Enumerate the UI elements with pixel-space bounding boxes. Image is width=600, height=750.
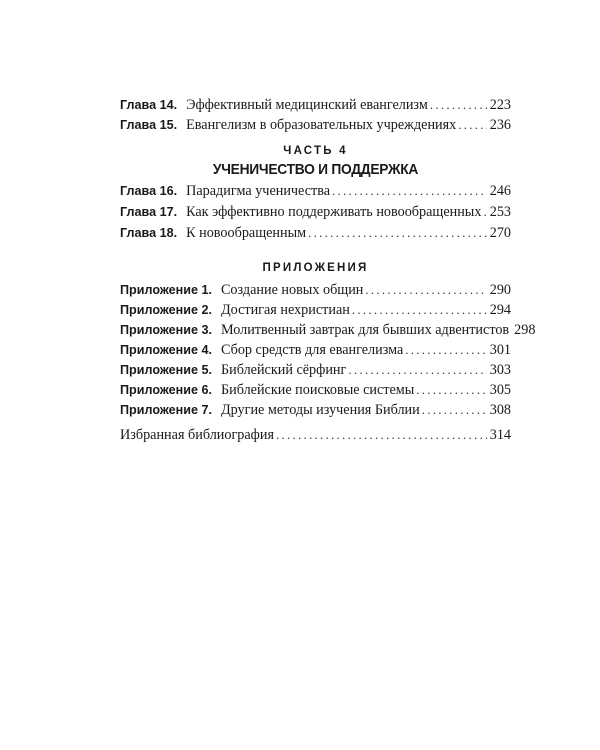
entry-page-number: 223 — [489, 97, 511, 113]
toc-entry-chapter-17[interactable] — [120, 202, 511, 222]
entry-label: Приложение 3. — [120, 323, 212, 337]
entry-label: Глава 15. — [120, 118, 178, 132]
entry-label: Глава 17. — [120, 205, 178, 219]
entry-label: Приложение 5. — [120, 363, 212, 377]
entry-title: Евангелизм в образовательных учреждениях — [186, 117, 457, 133]
entry-label: Глава 14. — [120, 98, 178, 112]
toc-entry-chapter-16[interactable] — [120, 181, 511, 201]
entry-page-number: 314 — [489, 427, 511, 443]
entry-page-number: 236 — [489, 117, 511, 133]
dot-leader — [483, 202, 486, 222]
entry-label: Глава 18. — [120, 226, 178, 240]
dot-leader — [458, 115, 486, 135]
entry-page-number: 298 — [514, 322, 536, 338]
entry-page-number: 305 — [489, 382, 511, 398]
entry-title: К новообращенным — [186, 225, 307, 241]
dot-leader — [365, 280, 486, 300]
entry-title: Библейские поисковые системы — [220, 382, 415, 398]
entry-title: Сбор средств для евангелизма — [220, 342, 404, 358]
dot-leader — [352, 300, 487, 320]
entry-title: Библейский сёрфинг — [220, 362, 347, 378]
entry-title: Другие методы изучения Библии — [220, 402, 420, 418]
entry-page-number: 253 — [489, 204, 511, 220]
entry-page-number: 301 — [489, 342, 511, 358]
dot-leader — [276, 425, 487, 445]
toc-entry-appendix-7[interactable] — [120, 400, 511, 420]
entry-title: Создание новых общин — [220, 282, 364, 298]
toc-entry-appendix-6[interactable] — [120, 380, 511, 400]
appendices-heading: ПРИЛОЖЕНИЯ — [262, 262, 369, 274]
entry-page-number: 294 — [489, 302, 511, 318]
dot-leader — [422, 400, 487, 420]
entry-title: Молитвенный завтрак для бывших адвентистов — [220, 322, 510, 338]
part-4-kicker: ЧАСТЬ 4 — [283, 145, 348, 157]
entry-label: Глава 16. — [120, 184, 178, 198]
entry-title: Парадигма ученичества — [186, 183, 331, 199]
entry-label: Приложение 4. — [120, 343, 212, 357]
entry-page-number: 290 — [489, 282, 511, 298]
dot-leader — [416, 380, 486, 400]
entry-title: Избранная библиография — [120, 427, 274, 443]
entry-title: Эффективный медицинский евангелизм — [186, 97, 428, 113]
toc-entry-chapter-14[interactable] — [120, 95, 511, 115]
toc-entry-appendix-5[interactable] — [120, 360, 511, 380]
dot-leader — [430, 95, 487, 115]
entry-page-number: 270 — [489, 225, 511, 241]
toc-entry-appendix-3[interactable] — [120, 320, 536, 340]
entry-page-number: 303 — [489, 362, 511, 378]
entry-page-number: 308 — [489, 402, 511, 418]
toc-entry-chapter-18[interactable] — [120, 223, 511, 243]
toc-entry-bibliography[interactable] — [120, 425, 511, 445]
dot-leader — [332, 181, 487, 201]
toc-entry-appendix-4[interactable] — [120, 340, 511, 360]
toc-entry-appendix-2[interactable] — [120, 300, 511, 320]
dot-leader — [348, 360, 486, 380]
part-4-title: УЧЕНИЧЕСТВО И ПОДДЕРЖКА — [212, 161, 419, 178]
entry-title: Достигая нехристиан — [220, 302, 350, 318]
entry-label: Приложение 7. — [120, 403, 212, 417]
entry-label: Приложение 2. — [120, 303, 212, 317]
toc-entry-appendix-1[interactable] — [120, 280, 511, 300]
dot-leader — [308, 223, 487, 243]
entry-label: Приложение 1. — [120, 283, 212, 297]
entry-label: Приложение 6. — [120, 383, 212, 397]
toc-entry-chapter-15[interactable] — [120, 115, 511, 135]
entry-page-number: 246 — [489, 183, 511, 199]
dot-leader — [405, 340, 486, 360]
entry-title: Как эффективно поддерживать новообращенных — [186, 204, 482, 220]
